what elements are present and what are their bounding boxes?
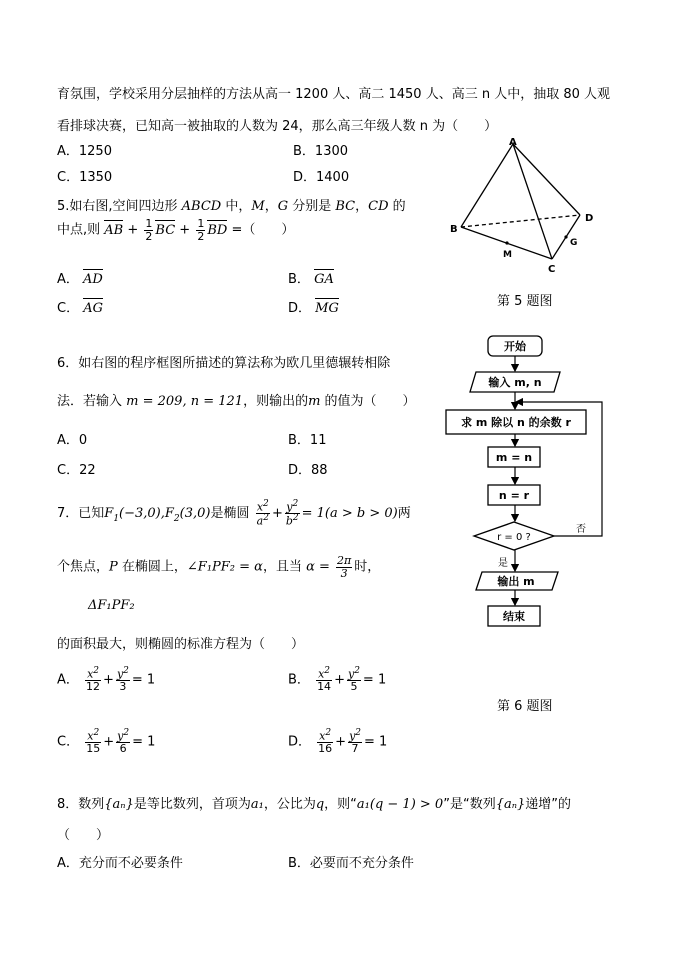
option-label: B． <box>288 272 310 287</box>
q5-math: BC <box>335 199 356 214</box>
q5-text: =（ ） <box>227 222 295 238</box>
numerator <box>256 500 270 514</box>
q7-option-a <box>57 667 155 693</box>
q7-line-1 <box>57 500 411 527</box>
q8-math: a₁(q − 1) > 0 <box>356 797 444 812</box>
numerator <box>285 500 300 514</box>
numerator <box>85 729 101 743</box>
q5-text: ， <box>264 199 278 214</box>
flow-end-text: 结束 <box>503 610 525 623</box>
plus-sign: + <box>334 672 345 688</box>
equals-one: = 1 <box>364 734 388 750</box>
denominator <box>256 514 270 527</box>
numerator <box>348 729 362 743</box>
q8-math: {aₙ} <box>104 797 134 812</box>
q5-math: G <box>277 199 289 214</box>
q7-subscript: 2 <box>173 513 180 524</box>
flow-remainder-text: 求 m 除以 n 的余数 r <box>461 416 571 429</box>
var-x: x <box>256 500 264 514</box>
option-label: B． <box>288 672 310 688</box>
plus-sign: + <box>271 506 283 522</box>
plus-sign: + <box>103 734 115 750</box>
fraction-y2 <box>116 729 130 755</box>
option-label: C． <box>57 301 80 316</box>
tetrahedron-figure <box>445 135 615 275</box>
flowchart-figure <box>440 330 620 630</box>
var-y: y <box>347 667 355 681</box>
vector-ab: AB <box>104 222 124 238</box>
exponent: 2 <box>93 728 100 738</box>
q5-math: ABCD <box>181 199 222 214</box>
q5-math: M <box>251 199 265 214</box>
q8-math: a₁ <box>250 797 264 812</box>
intro-option-d: D．1400 <box>293 170 350 185</box>
q7-text: 7．已知 <box>57 506 105 522</box>
q5-line-1 <box>57 195 406 214</box>
q8-text: ，公比为 <box>263 797 316 812</box>
q8-text: 递增”的 <box>525 797 572 812</box>
flow-no-label: 否 <box>576 524 586 535</box>
fraction-y2 <box>116 667 130 693</box>
q8-math: {aₙ} <box>495 797 526 812</box>
exponent: 2 <box>355 728 362 738</box>
numerator <box>116 667 130 681</box>
denominator: 2 <box>145 229 153 243</box>
fraction-two-pi-over-three <box>336 555 352 579</box>
q6-math: m <box>126 394 139 409</box>
q5-option-a <box>57 268 103 287</box>
q8-text: ”是“数列 <box>443 797 496 812</box>
denominator: 12 <box>86 680 101 694</box>
exponent: 2 <box>123 666 129 676</box>
exponent: 2 <box>263 499 269 509</box>
option-label: C． <box>57 734 80 750</box>
q7-triangle: ΔF₁PF₂ <box>88 598 135 613</box>
denominator: 6 <box>119 742 127 756</box>
point-a-label: A <box>509 137 517 148</box>
q8-text: ，则“ <box>324 797 357 812</box>
flow-output-text: 输出 m <box>497 575 535 588</box>
q7-option-b <box>288 667 386 693</box>
q7-math: ∠F₁PF₂ = α <box>186 559 263 575</box>
q7-text: 个焦点， <box>57 559 110 575</box>
numerator: 1 <box>145 217 153 230</box>
q8-option-b: B．必要而不充分条件 <box>288 856 414 871</box>
denominator: 2 <box>197 229 205 243</box>
denominator: 14 <box>317 680 332 694</box>
flow-decision-text: r = 0 ? <box>497 532 531 543</box>
exponent: 2 <box>93 666 100 676</box>
point-b-label: B <box>450 224 458 235</box>
q5-line-2 <box>57 218 294 242</box>
q8-line-2: （ ） <box>57 828 110 843</box>
plus-sign: + <box>127 222 139 238</box>
point-d-label: D <box>585 213 594 224</box>
var-y: y <box>349 729 356 743</box>
q7-option-c <box>57 729 155 755</box>
fraction-half <box>144 218 153 242</box>
q5-text: ， <box>355 199 369 214</box>
q7-line-4: 的面积最大，则椭圆的标准方程为（ ） <box>57 637 305 652</box>
numerator <box>316 667 332 681</box>
q7-text: 是椭圆 <box>210 506 250 522</box>
var-y: y <box>117 729 124 743</box>
q8-text: 是等比数列，首项为 <box>133 797 251 812</box>
q7-text: 在椭圆上， <box>117 559 187 575</box>
plus-sign: + <box>335 734 347 750</box>
q6-option-d: D．88 <box>288 463 328 478</box>
vector-ad: AD <box>83 272 103 287</box>
q7-math: (3,0) <box>179 506 211 522</box>
fraction-y-over-b <box>285 500 300 527</box>
denominator: 3 <box>119 680 127 694</box>
q6-text: 的值为（ ） <box>320 394 416 409</box>
q6-line-1: 6．如右图的程序框图所描述的算法称为欧几里德辗转相除 <box>57 356 391 371</box>
q6-math: = 121 <box>199 394 244 409</box>
numerator: 1 <box>197 217 205 230</box>
fraction-y2 <box>347 667 361 693</box>
vector-ag: AG <box>83 301 103 316</box>
vector-bd: BD <box>207 222 228 238</box>
denominator: 5 <box>350 680 358 694</box>
var-a: a <box>256 514 264 528</box>
exponent: 2 <box>354 666 360 676</box>
q7-line-2 <box>57 555 380 579</box>
exponent: 2 <box>292 499 299 509</box>
denominator: 15 <box>86 742 101 756</box>
equals-one: = 1 <box>132 734 156 750</box>
q7-subscript: 1 <box>113 513 120 524</box>
q7-option-d <box>288 729 387 755</box>
q5-math: CD <box>368 199 389 214</box>
q7-text: 时， <box>354 559 381 575</box>
fraction-half <box>196 218 205 242</box>
q6-option-a: A．0 <box>57 433 88 448</box>
intro-line-2: 看排球决赛，已知高一被抽取的人数为 24，那么高三年级人数 n 为（ ） <box>57 119 498 134</box>
fig6-caption: 第 6 题图 <box>497 699 553 714</box>
q8-option-a: A．充分而不必要条件 <box>57 856 183 871</box>
var-y: y <box>116 667 124 681</box>
plus-sign: + <box>103 672 114 688</box>
q5-text: 中点,则 <box>57 222 105 238</box>
numerator <box>85 667 101 681</box>
point-g-label: G <box>570 238 578 248</box>
q5-option-c <box>57 297 103 316</box>
flow-start-text: 开始 <box>504 340 526 353</box>
q6-line-2 <box>57 390 416 409</box>
q7-math: F <box>104 506 114 522</box>
q7-text: 两 <box>397 506 411 522</box>
q5-option-b <box>288 268 334 287</box>
numerator <box>317 729 333 743</box>
vector-mg: MG <box>315 301 339 316</box>
fraction-x2 <box>85 729 101 755</box>
denominator: 16 <box>318 742 333 756</box>
option-label: A． <box>57 672 79 688</box>
var-x: x <box>87 667 94 681</box>
exponent: 2 <box>292 513 299 524</box>
exponent: 2 <box>325 728 332 738</box>
point-c-label: C <box>548 264 556 275</box>
q7-math: F <box>164 506 174 522</box>
var-x: x <box>319 729 326 743</box>
denominator <box>285 514 300 527</box>
var-b: b <box>285 514 293 528</box>
q7-text: ，且当 <box>262 559 307 575</box>
equals-one: = 1 <box>362 672 387 688</box>
plus-sign: + <box>179 222 191 238</box>
equals-one: = 1 <box>131 672 156 688</box>
q6-text: 法．若输入 <box>57 394 127 409</box>
q7-math: (−3,0), <box>119 506 165 522</box>
fraction-x-over-a <box>256 500 270 527</box>
q8-math: q <box>315 797 325 812</box>
flow-assign-m-text: m = n <box>495 451 533 464</box>
flow-assign-n-text: n = r <box>498 489 530 502</box>
q5-text: 中， <box>221 199 252 214</box>
numerator <box>347 667 361 681</box>
var-x: x <box>87 729 94 743</box>
q7-math: α = <box>306 559 330 575</box>
fraction-x2 <box>85 667 101 693</box>
intro-option-a: A．1250 <box>57 144 112 159</box>
fraction-y2 <box>348 729 362 755</box>
numerator: 2π <box>337 554 352 567</box>
fraction-x2 <box>317 729 333 755</box>
q7-math: = 1(a > b > 0) <box>301 506 398 522</box>
q5-option-d <box>288 297 339 316</box>
intro-option-c: C．1350 <box>57 170 113 185</box>
q6-option-b: B．11 <box>288 433 327 448</box>
q6-option-c: C．22 <box>57 463 96 478</box>
intro-option-b: B．1300 <box>293 144 349 159</box>
vector-bc: BC <box>155 222 176 238</box>
intro-line-1: 育氛围，学校采用分层抽样的方法从高一 1200 人、高二 1450 人、高三 n 人中，抽取 80 人观 <box>57 87 611 102</box>
q5-text: 分别是 <box>288 199 336 214</box>
vector-ga: GA <box>314 272 334 287</box>
option-label: D． <box>288 301 312 316</box>
denominator: 3 <box>340 566 348 580</box>
q8-line-1 <box>57 793 571 812</box>
q7-math: P <box>109 559 118 575</box>
q6-text: ，则输出的 <box>243 394 309 409</box>
flow-input-text: 输入 m, n <box>488 376 542 389</box>
exponent: 2 <box>324 666 331 676</box>
flow-yes-label: 是 <box>498 558 508 569</box>
numerator <box>116 729 130 743</box>
exponent: 2 <box>123 728 130 738</box>
option-label: A． <box>57 272 79 287</box>
q6-math: n <box>190 394 200 409</box>
fig5-caption: 第 5 题图 <box>497 294 553 309</box>
point-m-label: M <box>503 250 512 260</box>
var-y: y <box>286 500 293 514</box>
fraction-x2 <box>316 667 332 693</box>
exponent: 2 <box>263 513 269 524</box>
q8-text: 8．数列 <box>57 797 105 812</box>
option-label: D． <box>288 734 312 750</box>
q6-math: m <box>308 394 321 409</box>
denominator: 7 <box>351 742 359 756</box>
q6-math: = 209, <box>138 394 191 409</box>
q5-text: 5.如右图,空间四边形 <box>57 199 182 214</box>
q5-text: 的 <box>388 199 406 214</box>
var-x: x <box>318 667 325 681</box>
